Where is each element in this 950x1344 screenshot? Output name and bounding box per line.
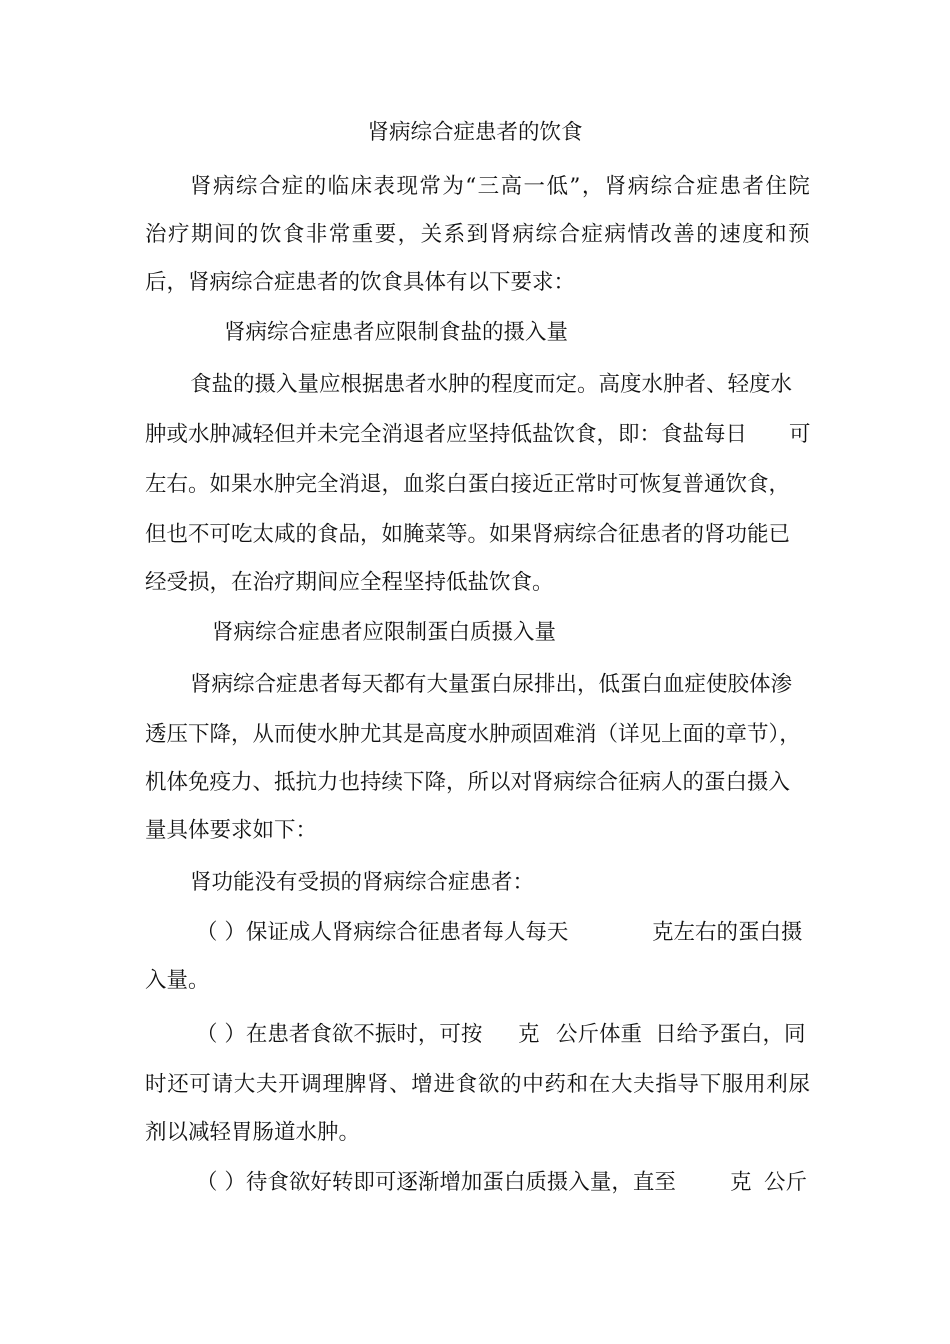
section1-line-4: 但也不可吃太咸的食品，如腌菜等。如果肾病综合征患者的肾功能已 [145, 522, 791, 547]
intro-line-2: 治 疗 期 间 的 饮 食 非 常 重 要 ， 关 系 到 肾 病 综 合 症 病 情 改 善 的 速 度 和 预 [145, 222, 810, 247]
list-item-2-tail: 日给予蛋白，同 [655, 1022, 806, 1047]
list-item-2-cont-1: 时 还 可 请 大 夫 开 调 理 脾 肾 、 增 进 食 欲 的 中 药 和 在 大 夫 指 导 下 服 用 利 尿 [145, 1072, 810, 1097]
section2-line-5: 肾功能没有受损的肾病综合症患者： [190, 870, 535, 895]
section1-heading: 肾病综合症患者应限制食盐的摄入量 [224, 320, 569, 345]
list-item-3 [196, 1168, 810, 1198]
list-item-2-text: （ ）在患者食欲不振时，可按 [196, 1022, 483, 1047]
section1-line-2-tail: 可 [789, 422, 811, 447]
section1-line-3: 左右。如果水肿完全消退，血浆白蛋白接近正常时可恢复普通饮食， [145, 472, 791, 497]
list-item-1-text: （ ）保证成人肾病综合征患者每人每天 [196, 920, 569, 945]
intro-line-3: 后，肾病综合症患者的饮食具体有以下要求： [145, 270, 576, 295]
list-item-2 [196, 1020, 810, 1050]
section2-line-1: 肾病综合症患者每天都有大量蛋白尿排出，低蛋白血症使胶体渗 [190, 672, 793, 697]
list-item-3-unit-g: 克 [730, 1170, 752, 1195]
section2-heading: 肾病综合症患者应限制蛋白质摄入量 [212, 620, 557, 645]
list-item-2-cont-2: 剂以减轻胃肠道水肿。 [145, 1120, 361, 1145]
section2-line-4: 量具体要求如下： [145, 818, 318, 843]
intro-line-1: 肾 病 综 合 症 的 临 床 表 现 常 为 “ 三 高 一 低 ” ， 肾 病 综 合 症 患 者 住 院 [190, 174, 810, 199]
list-item-1-cont: 入量。 [145, 968, 210, 993]
section1-line-2-text: 肿或水肿减轻但并未完全消退者应坚持低盐饮食，即：食盐每日 [145, 422, 748, 447]
section2-line-2: 透压下降，从而使水肿尤其是高度水肿顽固难消（详见上面的章节）， [145, 722, 801, 747]
list-item-2-unit-g: 克 [518, 1022, 540, 1047]
list-item-3-unit-kg: 公斤 [764, 1170, 808, 1195]
section2-line-3: 机体免疫力、抵抗力也持续下降，所以对肾病综合征病人的蛋白摄入 [145, 770, 791, 795]
section1-line-1: 食盐的摄入量应根据患者水肿的程度而定。高度水肿者、轻度水 [190, 372, 793, 397]
list-item-3-text: （ ）待食欲好转即可逐渐增加蛋白质摄入量，直至 [196, 1170, 676, 1195]
section1-line-2 [145, 420, 810, 450]
document-title: 肾病综合症患者的饮食 [367, 120, 583, 145]
section1-line-5: 经受损，在治疗期间应全程坚持低盐饮食。 [145, 570, 554, 595]
list-item-2-unit-kg: 公斤体重 [556, 1022, 643, 1047]
list-item-1 [196, 918, 810, 948]
list-item-1-tail: 克左右的蛋白摄 [652, 920, 803, 945]
